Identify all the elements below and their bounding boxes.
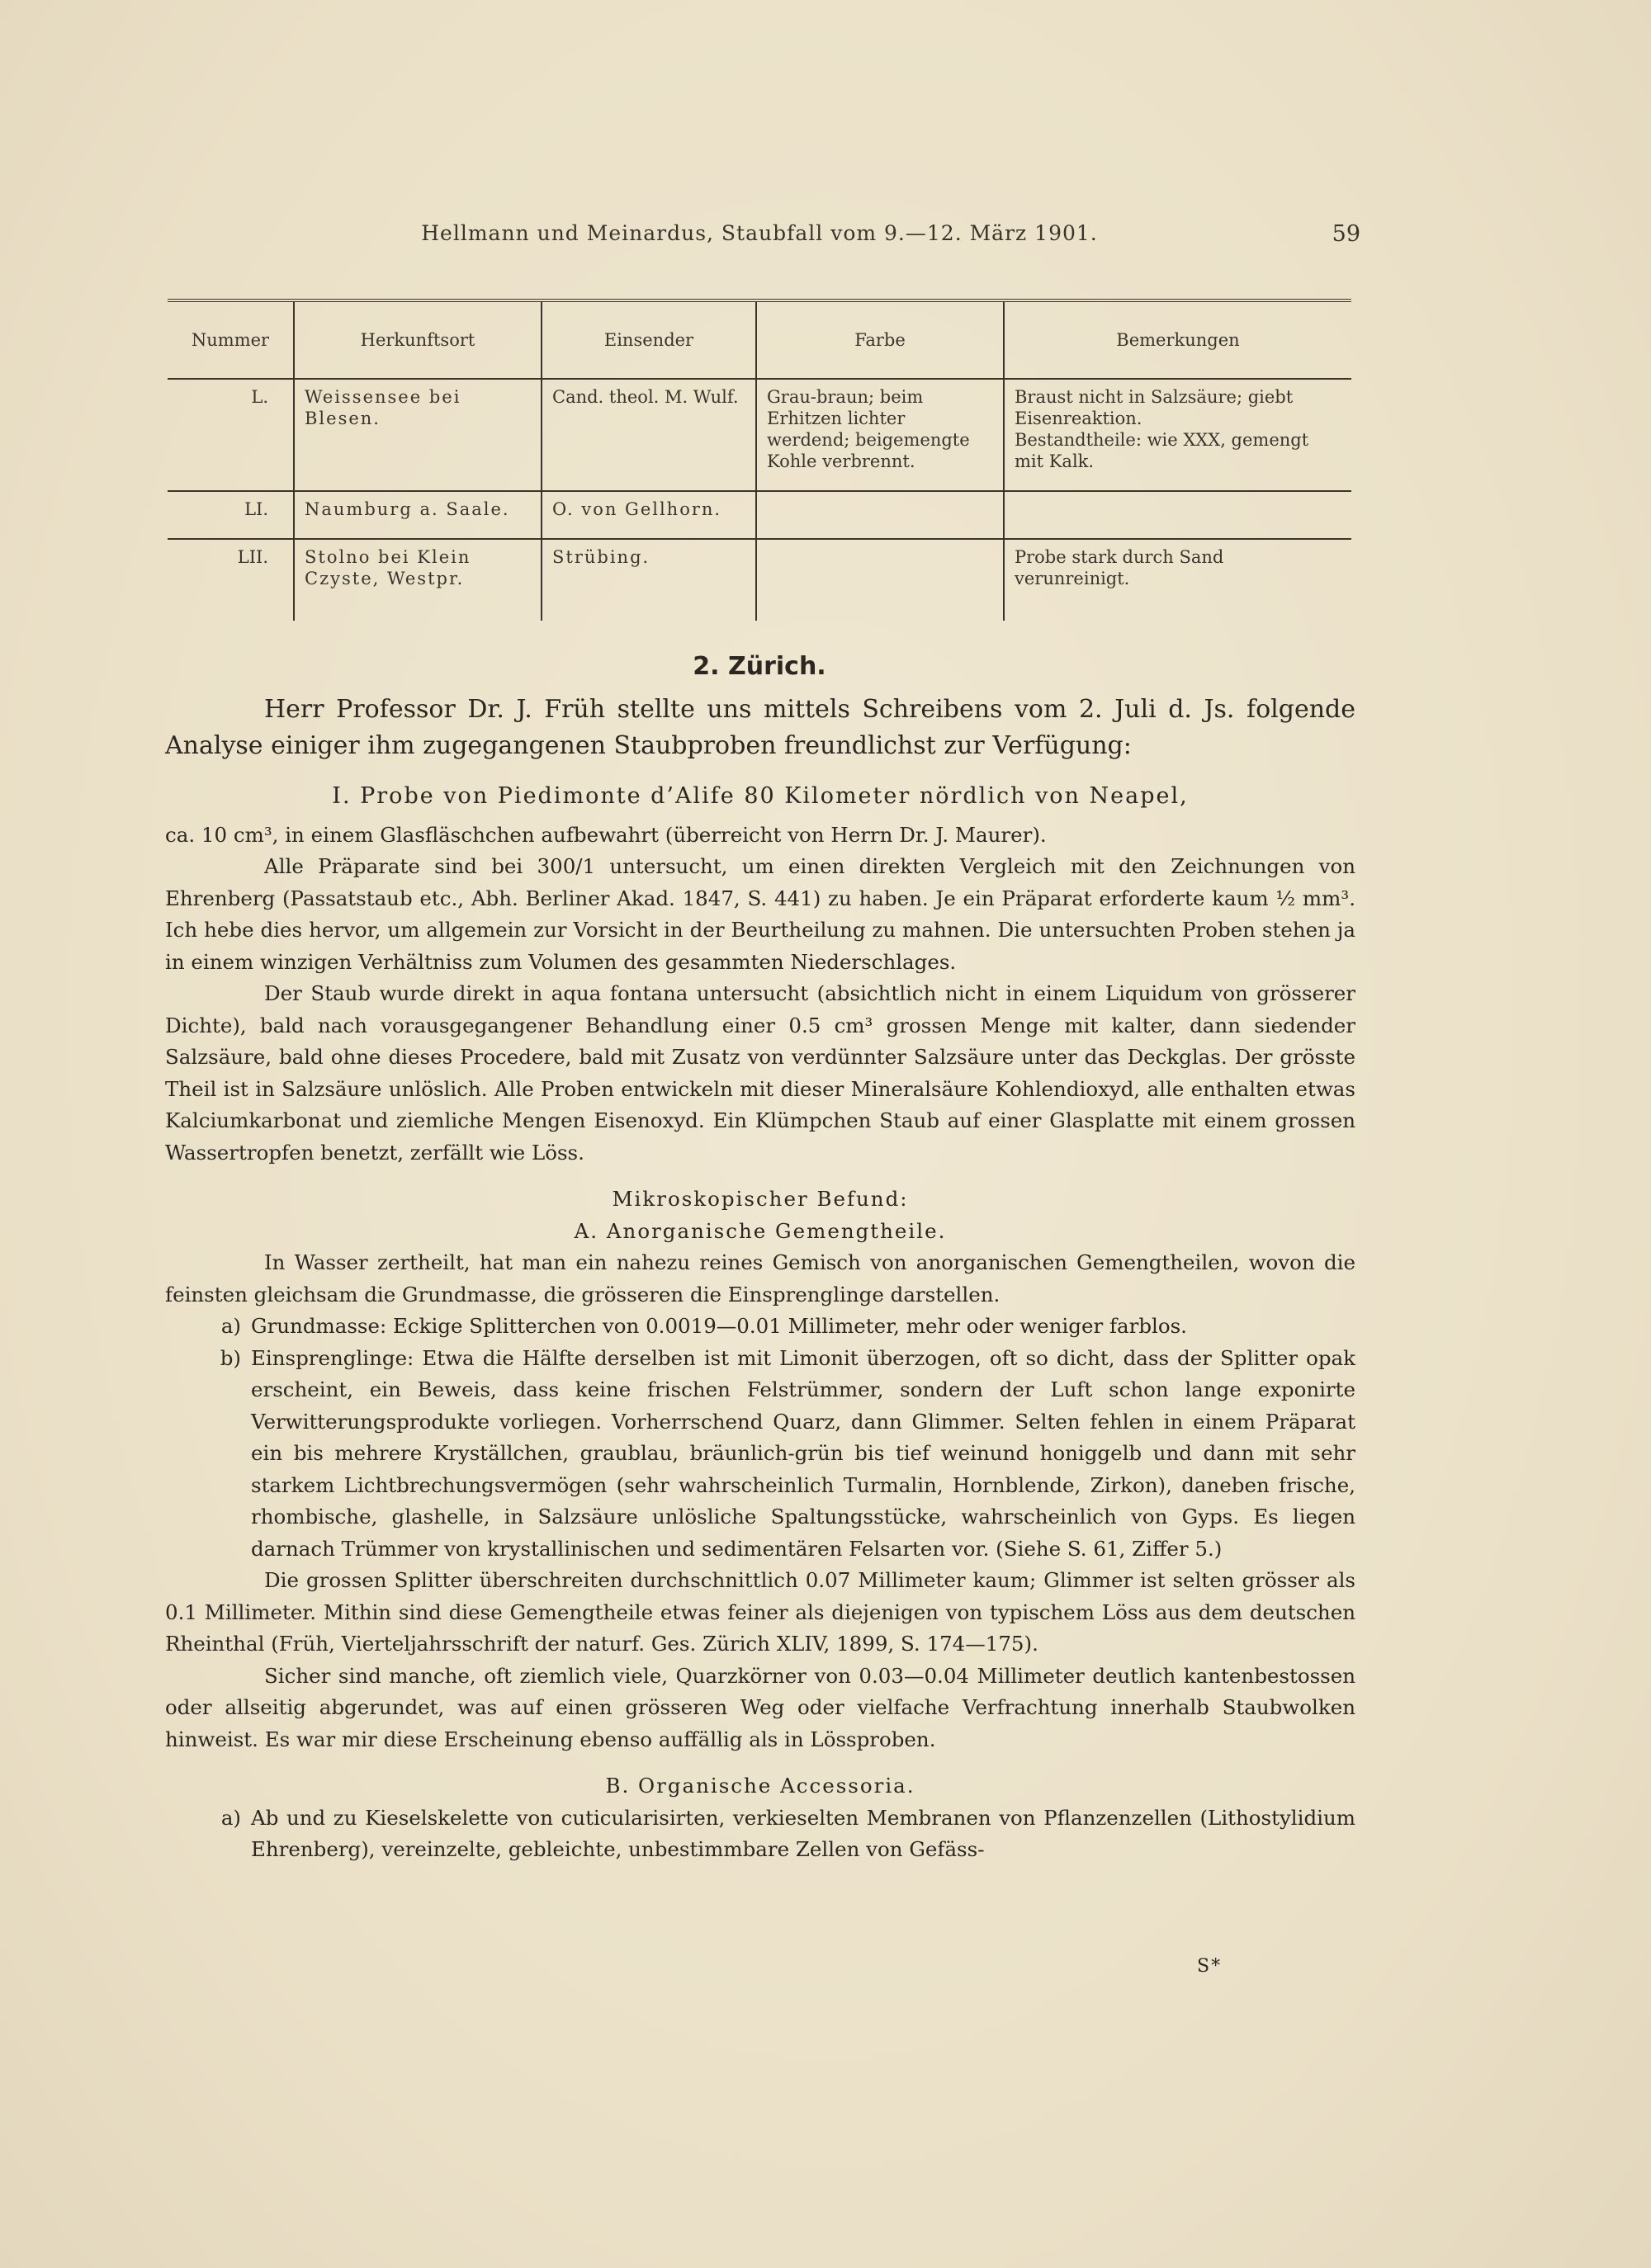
paragraph: Die grossen Splitter überschreiten durchschnittlich 0.07 Millimeter kaum; Glimmer ist selten grösser als 0.1 Millimeter. Mithin sind diese Gemengtheile etwas feiner als diejenigen von typischem Löss aus dem deutschen Rheinthal (Früh, Vierteljahrsschrift der naturf. Ges. Zürich XLIV, 1899, S. 174—175). <box>165 1568 1355 1656</box>
bemerkung-line: Bestandtheile: wie XXX, gemengt mit Kalk. <box>1015 430 1309 471</box>
list-label: a) <box>220 1805 241 1830</box>
cell-nummer: LII. <box>237 547 268 567</box>
list-text: Grundmasse: Eckige Splitterchen von 0.0019—0.01 Millimeter, mehr oder weniger farblos. <box>251 1314 1187 1338</box>
list-label: a) <box>220 1314 241 1338</box>
paragraph: Der Staub wurde direkt in aqua fontana untersucht (absichtlich nicht in einem Liquidum von grösserer Dichte), bald nach vorausgegangener Behandlung einer 0.5 cm³ grossen Menge mit kalter, dann siedender Salzsäure, bald ohne dieses Procedere, bald mit Zusatz von verdünnter Salzsäure unter das Deckglas. Der grösste Theil ist in Salzsäure unlöslich. Alle Proben entwickeln mit dieser Mineralsäure Kohlendioxyd, alle enthalten etwas Kalciumkarbonat und ziemliche Mengen Eisenoxyd. Ein Klümpchen Staub auf einer Glasplatte mit einem grossen Wassertropfen benetzt, zerfällt wie Löss. <box>165 981 1355 1165</box>
cell-herkunftsort: Stolno bei Klein Czyste, Westpr. <box>294 539 542 621</box>
column-header: Farbe <box>756 300 1004 379</box>
cell-einsender: Strübing. <box>542 539 756 621</box>
list-text: Einsprenglinge: Etwa die Hälfte derselben ist mit Limonit überzogen, oft so dicht, dass der Splitter opak erscheint, ein Beweis, dass keine frischen Felstrümmer, sondern der Luft schon lange exponirte Verwitterungsprodukte vorliegen. Vorherrschend Quarz, dann Glimmer. Selten fehlen in einem Präparat ein bis mehrere Kryställchen, graublau, bräunlich-grün bis tief weinund honiggelb und dann mit sehr starkem Lichtbrechungsvermögen (sehr wahrscheinlich Turmalin, Hornblende, Zirkon), daneben frische, rhombische, glashelle, in Salzsäure unlösliche Spaltungsstücke, wahrscheinlich von Gyps. Es liegen darnach Trümmer von krystallinischen und sedimentären Felsarten vor. (Siehe S. 61, Ziffer 5.) <box>251 1345 1355 1561</box>
intro-paragraph: Herr Professor Dr. J. Früh stellte uns mittels Schreibens vom 2. Juli d. Js. folgende Analyse einiger ihm zugegangenen Staubproben freundlichst zur Verfügung: <box>165 695 1355 760</box>
cell-farbe <box>756 491 1004 539</box>
list-text: Ab und zu Kieselskelette von cuticularisirten, verkieselten Membranen von Pflanzenzellen (Lithostylidium Ehrenberg), vereinzelte, gebleichte, unbestimmbare Zellen von Gefäss- <box>251 1805 1355 1861</box>
cell-bemerkungen <box>1004 379 1351 491</box>
body-text <box>165 692 1355 1866</box>
paragraph: In Wasser zertheilt, hat man ein nahezu reines Gemisch von anorganischen Gemengtheilen, wovon die feinsten gleichsam die Grundmasse, die grösseren die Einsprenglinge darstellen. <box>165 1250 1355 1306</box>
cell-herkunftsort: Weissensee bei Blesen. <box>294 379 542 491</box>
list-item <box>165 1311 1355 1343</box>
subheading-mikroskopisch: Mikroskopischer Befund: <box>612 1187 909 1211</box>
bemerkung-line: Braust nicht in Salzsäure; giebt Eisenreaktion. <box>1015 387 1294 428</box>
cell-bemerkungen <box>1004 491 1351 539</box>
column-header: Herkunftsort <box>294 300 542 379</box>
cell-bemerkungen: Probe stark durch Sand verunreinigt. <box>1004 539 1351 621</box>
cell-herkunftsort: Naumburg a. Saale. <box>294 491 542 539</box>
sample-table <box>168 299 1351 621</box>
column-header: Bemerkungen <box>1004 300 1351 379</box>
probe-heading: I. Probe von Piedimonte d’Alife 80 Kilometer nördlich von Neapel, <box>332 783 1189 809</box>
cell-nummer: LI. <box>168 491 294 539</box>
paragraph: Sicher sind manche, oft ziemlich viele, Quarzkörner von 0.03—0.04 Millimeter deutlich kantenbestossen oder allseitig abgerundet, was auf einen grösseren Weg oder vielfache Verfrachtung innerhalb Staubwolken hinweist. Es war mir diese Erscheinung ebenso auffällig als in Lössproben. <box>165 1663 1355 1751</box>
signature-mark: S* <box>1197 1956 1223 1977</box>
cell-farbe <box>756 539 1004 621</box>
table-row <box>168 491 1351 539</box>
cell-einsender: Cand. theol. M. Wulf. <box>542 379 756 491</box>
subheading-organisch: B. Organische Accessoria. <box>605 1774 915 1798</box>
running-head: Hellmann und Meinardus, Staubfall vom 9.—12. März 1901. <box>421 221 1098 245</box>
list-item <box>165 1343 1355 1566</box>
table-row <box>168 379 1351 491</box>
cell-einsender: O. von Gellhorn. <box>542 491 756 539</box>
page-header <box>165 221 1360 262</box>
column-header: Einsender <box>542 300 756 379</box>
section-title: 2. Zürich. <box>693 652 826 681</box>
list-label: b) <box>220 1345 241 1370</box>
page-number: 59 <box>1332 221 1360 247</box>
paragraph: ca. 10 cm³, in einem Glasfläschchen aufbewahrt (überreicht von Herrn Dr. J. Maurer). <box>165 822 1047 847</box>
paragraph: Alle Präparate sind bei 300/1 untersucht, um einen direkten Vergleich mit den Zeichnungen von Ehrenberg (Passatstaub etc., Abh. Berliner Akad. 1847, S. 441) zu haben. Je ein Präparat erforderte kaum ½ mm³. Ich hebe dies hervor, um allgemein zur Vorsicht in der Beurtheilung zu mahnen. Die untersuchten Proben stehen ja in einem winzigen Verhältniss zum Volumen des gesammten Niederschlages. <box>165 854 1355 974</box>
subheading-anorganisch: A. Anorganische Gemengtheile. <box>574 1218 947 1243</box>
table-header-row <box>168 300 1351 379</box>
cell-nummer: L. <box>168 379 294 491</box>
list-item <box>165 1803 1355 1866</box>
column-header: Nummer <box>168 300 294 379</box>
table-row <box>168 539 1351 621</box>
cell-farbe: Grau-braun; beim Erhitzen lichter werdend; beigemengte Kohle verbrennt. <box>756 379 1004 491</box>
